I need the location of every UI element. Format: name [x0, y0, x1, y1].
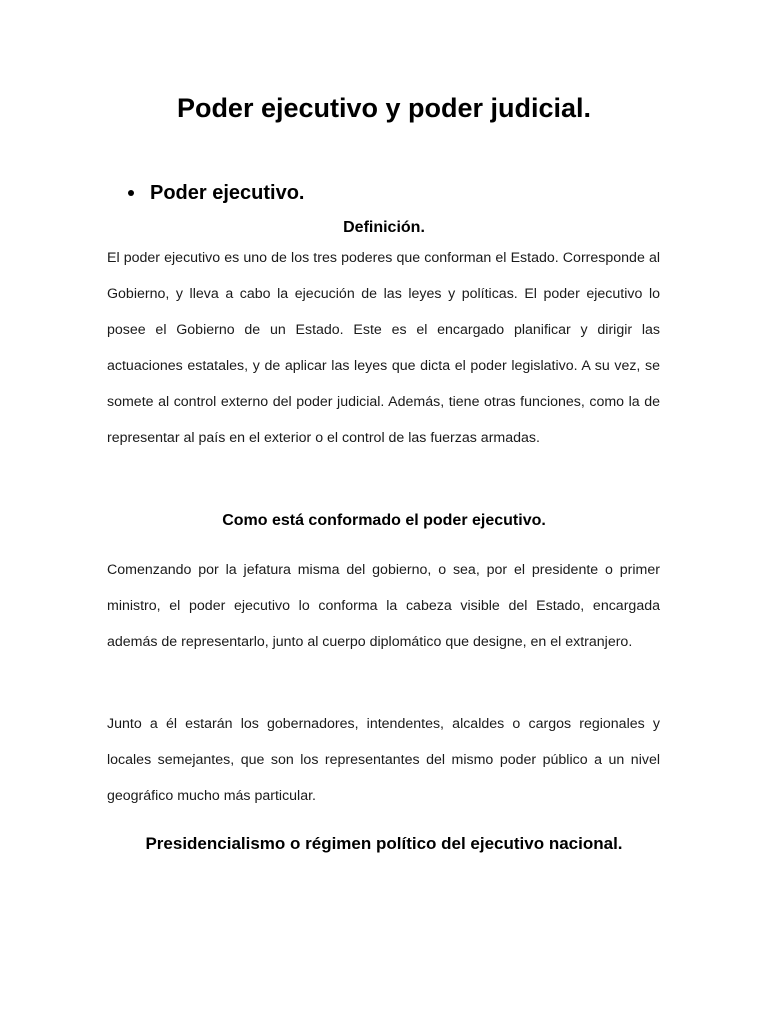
conformation-heading: Como está conformado el poder ejecutivo.: [222, 512, 546, 529]
definition-paragraph: El poder ejecutivo es uno de los tres poderes que conforman el Estado. Corresponde al Gobierno, y lleva a cabo la ejecución de las leyes y políticas. El poder ejecutivo lo posee el Gobierno de un Estado. Este es el encargado planificar y dirigir las actuaciones estatales, y de aplicar las leyes que dicta el poder legislativo. A su vez, se somete al control externo del poder judicial. Además, tiene otras funciones, como la de representar al país en el exterior o el control de las fuerzas armadas.: [107, 250, 660, 446]
conformation-paragraph-1: Comenzando por la jefatura misma del gobierno, o sea, por el presidente o primer ministro, el poder ejecutivo lo conforma la cabeza visible del Estado, encargada además de representarlo, junto al cuerpo diplomático que designe, en el extranjero.: [107, 562, 660, 650]
presidential-heading: Presidencialismo o régimen político del ejecutivo nacional.: [145, 834, 623, 853]
bullet-icon: [128, 190, 134, 196]
definition-heading: Definición.: [343, 219, 425, 236]
bullet-heading-text: Poder ejecutivo.: [150, 182, 305, 204]
document-title: Poder ejecutivo y poder judicial.: [176, 93, 592, 123]
bullet-heading: [128, 178, 305, 208]
conformation-paragraph-2: Junto a él estarán los gobernadores, intendentes, alcaldes o cargos regionales y locales semejantes, que son los representantes del mismo poder público a un nivel geográfico mucho más particular.: [107, 716, 660, 804]
